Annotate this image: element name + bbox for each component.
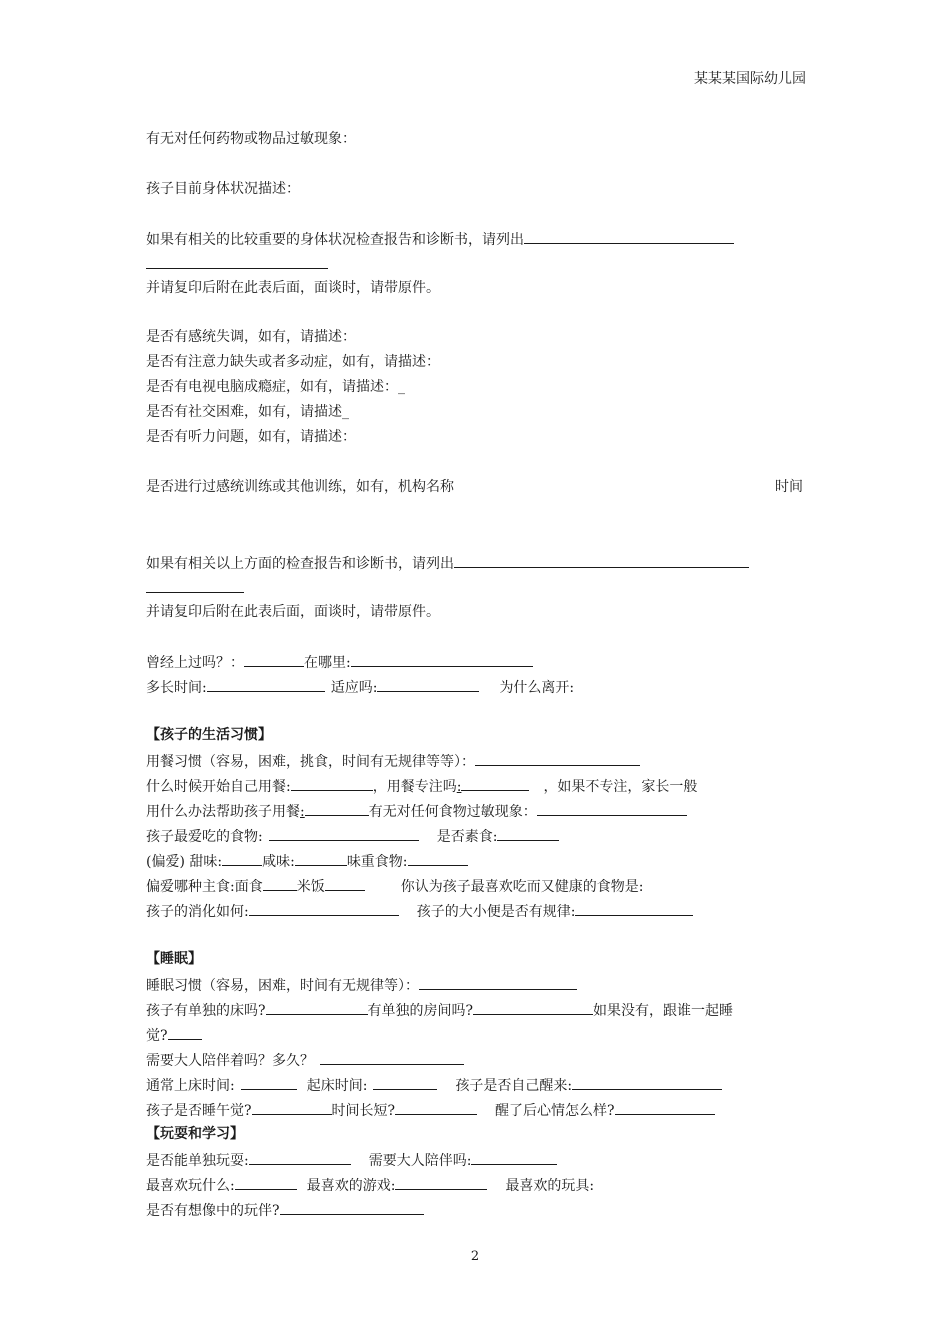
- self-feeding-field[interactable]: [291, 776, 373, 791]
- report-2-field[interactable]: [454, 553, 749, 568]
- focus-colon: :: [456, 779, 462, 795]
- social-question: 是否有社交困难，如有，请描述_: [146, 404, 349, 420]
- duration-field[interactable]: [207, 677, 325, 692]
- own-bed-row: [146, 1000, 733, 1018]
- bedtime-label: 通常上床时间:: [146, 1078, 235, 1094]
- digestion-row: [146, 901, 693, 919]
- imaginary-friend-row: [146, 1200, 424, 1218]
- self-feeding-label: 什么时候开始自己用餐:: [146, 779, 291, 795]
- imaginary-friend-label: 是否有想像中的玩伴?: [146, 1203, 280, 1219]
- sleep-with-row: [146, 1025, 202, 1043]
- own-bed-label: 孩子有单独的床吗?: [146, 1003, 266, 1019]
- strong-taste-label: 味重食物:: [346, 854, 408, 870]
- feeding-help-label: 用什么办法帮助孩子用餐: [146, 804, 300, 820]
- health-description-question: 孩子目前身体状况描述：: [146, 181, 300, 197]
- hearing-question: 是否有听力问题，如有，请描述：: [146, 429, 356, 445]
- training-question: 是否进行过感统训练或其他训练，如有，机构名称: [146, 479, 454, 495]
- attended-field[interactable]: [244, 652, 304, 667]
- self-wake-label: 孩子是否自己醒来:: [455, 1078, 573, 1094]
- attended-label: 曾经上过吗？：: [146, 655, 244, 671]
- bowel-label: 孩子的大小便是否有规律:: [416, 904, 576, 920]
- favorite-play-row: [146, 1175, 594, 1193]
- where-field[interactable]: [351, 652, 533, 667]
- staple-food-row: [146, 876, 643, 894]
- play-accompany-field[interactable]: [471, 1150, 557, 1165]
- duration-row: [146, 677, 574, 695]
- favorite-toy-label: 最喜欢的玩具:: [505, 1178, 595, 1194]
- play-heading: 【玩耍和学习】: [146, 1126, 244, 1142]
- salty-label: 咸味:: [262, 854, 295, 870]
- duration-label: 多长时间:: [146, 680, 207, 696]
- sleep-habit-row: [146, 975, 577, 993]
- own-bed-field[interactable]: [266, 1000, 368, 1015]
- sleep-habit-field[interactable]: [419, 975, 577, 990]
- favorite-play-field[interactable]: [235, 1175, 297, 1190]
- own-room-field[interactable]: [473, 1000, 593, 1015]
- nap-row: [146, 1100, 715, 1118]
- vegetarian-label: 是否素食:: [436, 829, 498, 845]
- feeding-help-row: [146, 801, 687, 819]
- report-question-1-label: 如果有相关的比较重要的身体状况检查报告和诊断书，请列出: [146, 232, 524, 248]
- taste-preference-row: [146, 851, 468, 869]
- where-label: 在哪里:: [304, 655, 351, 671]
- digestion-label: 孩子的消化如何:: [146, 904, 249, 920]
- report-1-field-continuation[interactable]: [146, 268, 328, 269]
- self-feeding-row: [146, 776, 697, 794]
- own-room-label: 有单独的房间吗?: [367, 1003, 474, 1019]
- vegetarian-field[interactable]: [497, 826, 559, 841]
- food-allergy-field[interactable]: [537, 801, 687, 816]
- adapt-label: 适应吗:: [330, 680, 378, 696]
- bowel-field[interactable]: [575, 901, 693, 916]
- meal-habit-row: [146, 751, 640, 769]
- report-question-2-label: 如果有相关以上方面的检查报告和诊断书，请列出: [146, 556, 454, 572]
- noodles-label: 偏爱哪种主食:面食: [146, 879, 263, 895]
- play-alone-row: [146, 1150, 557, 1168]
- feeding-help-field[interactable]: [305, 801, 369, 816]
- strong-taste-field[interactable]: [408, 851, 468, 866]
- report-1-field[interactable]: [524, 229, 734, 244]
- wake-time-label: 起床时间:: [306, 1078, 368, 1094]
- sleep-with-label: 如果没有，跟谁一起睡: [593, 1003, 734, 1019]
- report-question-1: [146, 229, 734, 247]
- favorite-food-row: [146, 826, 559, 844]
- sleep-with-continuation: 觉?: [146, 1028, 168, 1044]
- adapt-field[interactable]: [377, 677, 479, 692]
- salty-field[interactable]: [295, 851, 347, 866]
- sleep-with-field[interactable]: [168, 1025, 202, 1040]
- report-2-field-continuation[interactable]: [146, 592, 244, 593]
- sweet-label: (偏爱) 甜味:: [146, 854, 223, 870]
- digestion-field[interactable]: [249, 901, 399, 916]
- sleep-heading: 【睡眠】: [146, 951, 202, 967]
- food-allergy-label: 有无对任何食物过敏现象：: [368, 804, 537, 820]
- favorite-game-label: 最喜欢的游戏:: [306, 1178, 396, 1194]
- play-accompany-label: 需要大人陪伴吗:: [368, 1153, 472, 1169]
- favorite-food-field[interactable]: [269, 826, 419, 841]
- nap-length-label: 时间长短?: [331, 1103, 396, 1119]
- rice-field[interactable]: [325, 876, 365, 891]
- play-alone-field[interactable]: [249, 1150, 351, 1165]
- allergy-question: 有无对任何药物或物品过敏现象：: [146, 131, 356, 147]
- focus-field[interactable]: [461, 776, 529, 791]
- nap-length-field[interactable]: [395, 1100, 477, 1115]
- copy-instruction-1: 并请复印后附在此表后面，面谈时，请带原件。: [146, 280, 440, 296]
- favorite-food-label: 孩子最爱吃的食物:: [146, 829, 263, 845]
- focus-label: ，用餐专注吗: [372, 779, 457, 795]
- attended-before-row: [146, 652, 533, 670]
- leave-reason-label: 为什么离开:: [499, 680, 575, 696]
- accompany-label: 需要大人陪伴着吗？多久？: [146, 1053, 314, 1069]
- play-alone-label: 是否能单独玩耍:: [146, 1153, 249, 1169]
- meal-habit-label: 用餐习惯（容易，困难，挑食，时间有无规律等等）：: [146, 754, 475, 770]
- sweet-field[interactable]: [222, 851, 262, 866]
- favorite-game-field[interactable]: [395, 1175, 487, 1190]
- healthy-favorite-label: 你认为孩子最喜欢吃而又健康的食物是:: [400, 879, 644, 895]
- nap-field[interactable]: [252, 1100, 332, 1115]
- sensory-question: 是否有感统失调，如有，请描述：: [146, 329, 356, 345]
- noodles-field[interactable]: [263, 876, 297, 891]
- adhd-question: 是否有注意力缺失或者多动症，如有，请描述：: [146, 354, 440, 370]
- meal-habit-field[interactable]: [475, 751, 640, 766]
- rice-label: 米饭: [296, 879, 325, 895]
- bedtime-field[interactable]: [241, 1075, 297, 1090]
- life-habits-heading: 【孩子的生活习惯】: [146, 727, 272, 743]
- report-question-2: [146, 553, 749, 571]
- self-wake-field[interactable]: [572, 1075, 722, 1090]
- not-focused-label: ，如果不专注，家长一般: [543, 779, 698, 795]
- screen-addiction-question: 是否有电视电脑成瘾症，如有，请描述：_: [146, 379, 405, 395]
- mood-field[interactable]: [615, 1100, 715, 1115]
- copy-instruction-2: 并请复印后附在此表后面，面谈时，请带原件。: [146, 604, 440, 620]
- training-time-label: 时间: [775, 479, 803, 495]
- nap-label: 孩子是否睡午觉?: [146, 1103, 252, 1119]
- favorite-play-label: 最喜欢玩什么:: [146, 1178, 235, 1194]
- bedtime-row: [146, 1075, 722, 1093]
- accompany-field[interactable]: [320, 1050, 464, 1065]
- imaginary-friend-field[interactable]: [280, 1200, 424, 1215]
- page-number: 2: [470, 1249, 480, 1264]
- school-header: 某某某国际幼儿园: [694, 71, 806, 87]
- feeding-help-colon: :: [300, 804, 305, 820]
- wake-time-field[interactable]: [373, 1075, 437, 1090]
- accompany-row: [146, 1050, 464, 1068]
- mood-label: 醒了后心情怎么样?: [495, 1103, 615, 1119]
- sleep-habit-label: 睡眠习惯（容易，困难，时间有无规律等）：: [146, 978, 419, 994]
